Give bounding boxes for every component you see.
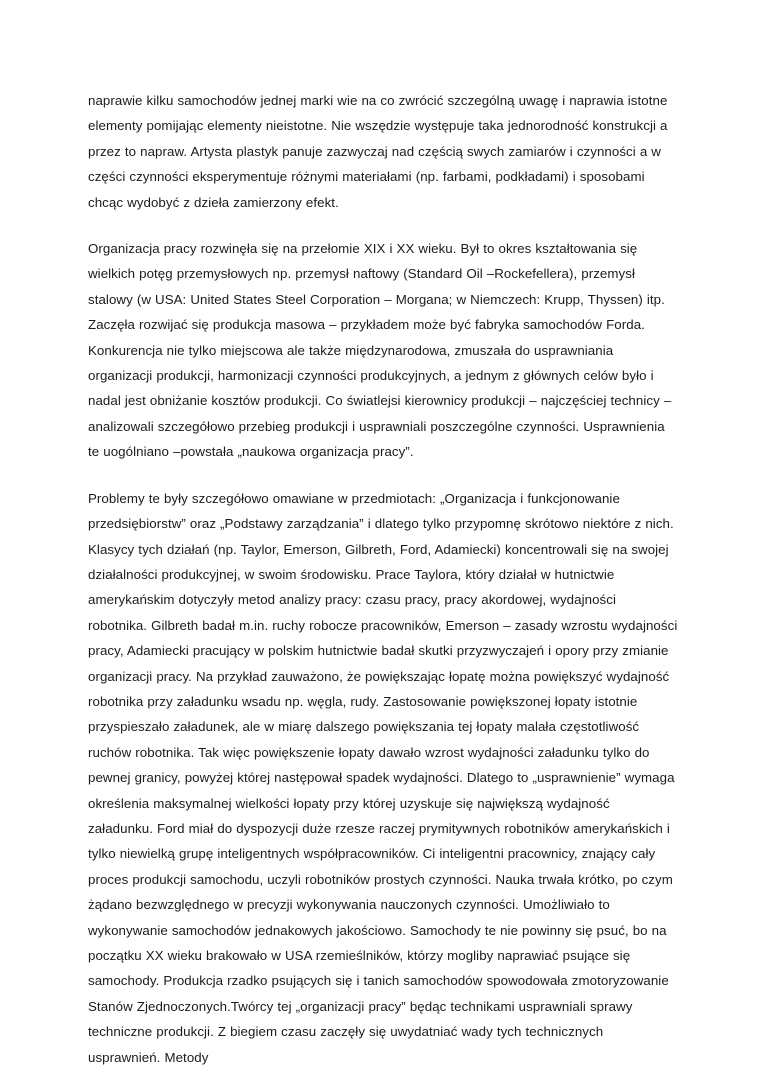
document-body [88, 88, 678, 1070]
paragraph-2: Organizacja pracy rozwinęła się na przełomie XIX i XX wieku. Był to okres kształtowania się wielkich potęg przemysłowych np. przemysł naftowy (Standard Oil –Rockefellera), przemysł stalowy (w USA: United States Steel Corporation – Morgana; w Niemczech: Krupp, Thyssen) itp. Zaczęła rozwijać się produkcja masowa – przykładem może być fabryka samochodów Forda. Konkurencja nie tylko miejscowa ale także międzynarodowa, zmuszała do usprawniania organizacji produkcji, harmonizacji czynności produkcyjnych, a jednym z głównych celów było i nadal jest obniżanie kosztów produkcji. Co światlejsi kierownicy produkcji – najczęściej technicy – analizowali szczegółowo przebieg produkcji i usprawniali poszczególne czynności. Usprawnienia te uogólniano –powstała „naukowa organizacja pracy”. [88, 241, 672, 460]
paragraph-3: Problemy te były szczegółowo omawiane w przedmiotach: „Organizacja i funkcjonowanie przedsiębiorstw” oraz „Podstawy zarządzania” i dlatego tylko przypomnę skrótowo niektóre z nich. Klasycy tych działań (np. Taylor, Emerson, Gilbreth, Ford, Adamiecki) koncentrowali się na swojej działalności produkcyjnej, w swoim środowisku. Prace Taylora, który działał w hutnictwie amerykańskim dotyczyły metod analizy pracy: czasu pracy, pracy akordowej, wydajności robotnika. Gilbreth badał m.in. ruchy robocze pracowników, Emerson – zasady wzrostu wydajności pracy, Adamiecki pracujący w polskim hutnictwie badał skutki przyzwyczajeń i opory przy zmianie organizacji pracy. Na przykład zauważono, że powiększając łopatę można powiększyć wydajność robotnika przy załadunku wsadu np. węgla, rudy. Zastosowanie powiększonej łopaty istotnie przyspieszało załadunek, ale w miarę dalszego powiększania tej łopaty malała częstotliwość ruchów robotnika. Tak więc powiększenie łopaty dawało wzrost wydajności załadunku tylko do pewnej granicy, powyżej której następował spadek wydajności. Dlatego to „usprawnienie” wymaga określenia maksymalnej wielkości łopaty przy której uzyskuje się największą wydajność załadunku. Ford miał do dyspozycji duże rzesze raczej prymitywnych robotników amerykańskich i tylko niewielką grupę inteligentnych współpracowników. Ci inteligentni pracownicy, znający cały proces produkcji samochodu, uczyli robotników prostych czynności. Nauka trwała krótko, po czym żądano bezwzględnego w precyzji wykonywania nauczonych czynności. Umożliwiało to wykonywanie samochodów jednakowych jakościowo. Samochody te nie powinny się psuć, bo na początku XX wieku brakowało w USA rzemieślników, którzy mogliby naprawiać psujące się samochody. Produkcja rzadko psujących się i tanich samochodów spowodowała zmotoryzowanie Stanów Zjednoczonych.Twórcy tej „organizacji pracy” będąc technikami usprawniali sprawy techniczne produkcji. Z biegiem czasu zaczęły się uwydatniać wady tych technicznych usprawnień. Metody [88, 490, 678, 1065]
paragraph-1: naprawie kilku samochodów jednej marki wie na co zwrócić szczególną uwagę i naprawia istotne elementy pomijając elementy nieistotne. Nie wszędzie występuje taka jednorodność konstrukcji a przez to napraw. Artysta plastyk panuje zazwyczaj nad częścią swych zamiarów i czynności a w części czynności eksperymentuje różnymi materiałami (np. farbami, podkładami) i sposobami chcąc wydobyć z dzieła zamierzony efekt. [88, 93, 668, 210]
